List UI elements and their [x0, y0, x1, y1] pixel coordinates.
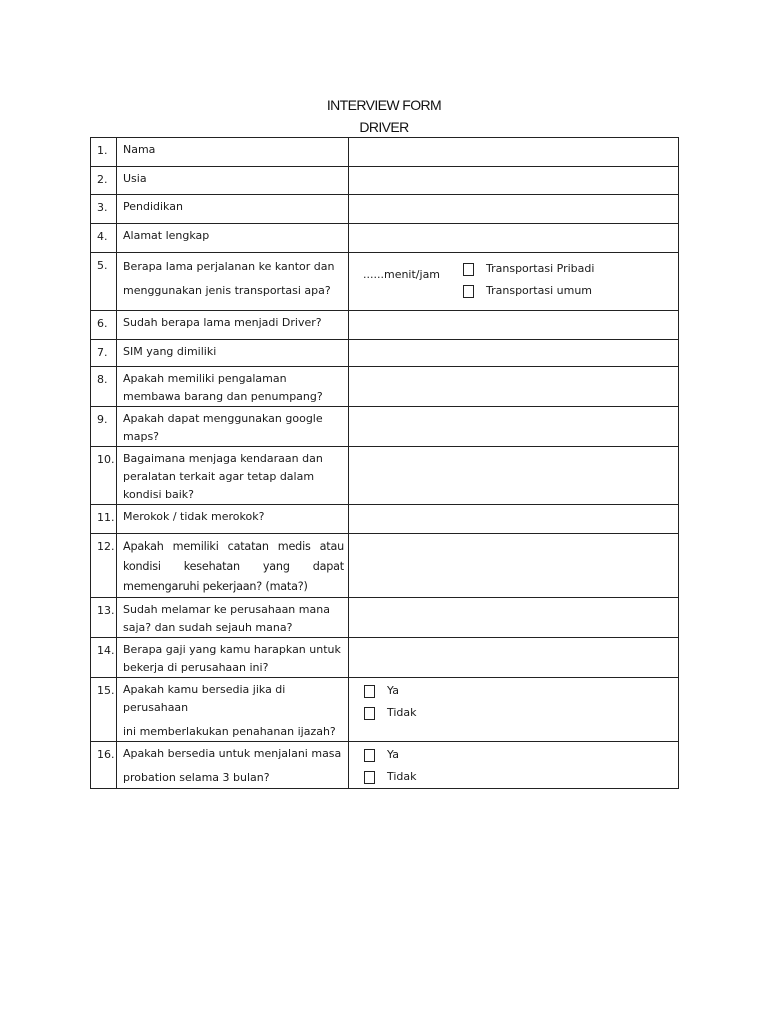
table-row [91, 638, 679, 678]
row-number: 16. [91, 742, 117, 789]
option-yes[interactable] [364, 744, 417, 766]
question-commute-line1: Berapa lama perjalanan ke kantor dan [123, 260, 335, 273]
question-applications: Sudah melamar ke perusahaan mana saja? dan sudah sejauh mana? [117, 598, 349, 638]
row-number: 12. [91, 534, 117, 598]
row-number: 13. [91, 598, 117, 638]
answer-applications-field[interactable] [349, 598, 679, 638]
question-age: Usia [117, 167, 349, 195]
answer-medical-field[interactable] [349, 534, 679, 598]
answer-driver-experience-field[interactable] [349, 311, 679, 340]
table-row [91, 195, 679, 224]
diploma-options [364, 680, 417, 724]
question-smoking: Merokok / tidak merokok? [117, 505, 349, 534]
checkbox[interactable] [463, 285, 474, 298]
row-number: 2. [91, 167, 117, 195]
question-probation-line1: Apakah bersedia untuk menjalani masa [123, 747, 342, 760]
row-number: 14. [91, 638, 117, 678]
question-vehicle-care: Bagaimana menjaga kendaraan dan peralatan terkait agar tetap dalam kondisi baik? [117, 447, 349, 505]
row-number: 4. [91, 224, 117, 253]
row-number: 9. [91, 407, 117, 447]
duration-field[interactable]: ......menit/jam [363, 268, 441, 281]
row-number: 11. [91, 505, 117, 534]
answer-smoking-field[interactable] [349, 505, 679, 534]
option-label: Ya [387, 748, 399, 761]
probation-options [364, 744, 417, 788]
table-row [91, 224, 679, 253]
table-row [91, 340, 679, 367]
answer-google-maps-field[interactable] [349, 407, 679, 447]
transport-options [463, 258, 594, 302]
row-number: 1. [91, 138, 117, 167]
question-google-maps: Apakah dapat menggunakan google maps? [117, 407, 349, 447]
question-commute [117, 253, 349, 311]
row-number: 15. [91, 678, 117, 742]
option-label: Transportasi Pribadi [486, 262, 595, 275]
question-diploma-line2: ini memberlakukan penahanan ijazah? [123, 725, 336, 738]
table-row [91, 742, 679, 789]
row-number: 5. [91, 253, 117, 311]
table-row [91, 367, 679, 407]
question-name: Nama [117, 138, 349, 167]
answer-vehicle-care-field[interactable] [349, 447, 679, 505]
question-probation [117, 742, 349, 789]
question-salary: Berapa gaji yang kamu harapkan untuk bekerja di perusahaan ini? [117, 638, 349, 678]
table-row [91, 253, 679, 311]
question-medical: Apakah memiliki catatan medis atau kondisi kesehatan yang dapat memengaruhi pekerjaan? (mata?) [117, 534, 349, 598]
question-commute-line2: menggunakan jenis transportasi apa? [123, 284, 331, 297]
checkbox[interactable] [364, 749, 375, 762]
row-number: 10. [91, 447, 117, 505]
question-driver-experience: Sudah berapa lama menjadi Driver? [117, 311, 349, 340]
table-row [91, 167, 679, 195]
table-row [91, 138, 679, 167]
answer-probation [349, 742, 679, 789]
table-row [91, 598, 679, 638]
interview-table [90, 137, 679, 789]
question-license: SIM yang dimiliki [117, 340, 349, 367]
row-number: 7. [91, 340, 117, 367]
table-row [91, 505, 679, 534]
option-no[interactable] [364, 766, 417, 788]
table-row [91, 407, 679, 447]
answer-salary-field[interactable] [349, 638, 679, 678]
answer-cargo-experience-field[interactable] [349, 367, 679, 407]
row-number: 8. [91, 367, 117, 407]
checkbox[interactable] [364, 685, 375, 698]
question-probation-line2: probation selama 3 bulan? [123, 771, 270, 784]
checkbox[interactable] [463, 263, 474, 276]
answer-address-field[interactable] [349, 224, 679, 253]
answer-education-field[interactable] [349, 195, 679, 224]
row-number: 6. [91, 311, 117, 340]
option-label: Transportasi umum [486, 284, 593, 297]
table-row [91, 311, 679, 340]
option-private-transport[interactable] [463, 258, 594, 280]
answer-commute [349, 253, 679, 311]
answer-age-field[interactable] [349, 167, 679, 195]
option-yes[interactable] [364, 680, 417, 702]
question-diploma-retention [117, 678, 349, 742]
checkbox[interactable] [364, 771, 375, 784]
question-cargo-experience: Apakah memiliki pengalaman membawa barang dan penumpang? [117, 367, 349, 407]
answer-diploma-retention [349, 678, 679, 742]
option-label: Ya [387, 684, 399, 697]
checkbox[interactable] [364, 707, 375, 720]
option-public-transport[interactable] [463, 280, 594, 302]
question-diploma-line1: Apakah kamu bersedia jika di perusahaan [123, 683, 286, 714]
option-no[interactable] [364, 702, 417, 724]
question-education: Pendidikan [117, 195, 349, 224]
option-label: Tidak [387, 706, 417, 719]
table-row [91, 678, 679, 742]
table-row [91, 534, 679, 598]
form-subtitle: DRIVER [359, 119, 409, 135]
option-label: Tidak [387, 770, 417, 783]
form-title: INTERVIEW FORM [326, 97, 442, 113]
row-number: 3. [91, 195, 117, 224]
answer-name-field[interactable] [349, 138, 679, 167]
table-row [91, 447, 679, 505]
question-address: Alamat lengkap [117, 224, 349, 253]
answer-license-field[interactable] [349, 340, 679, 367]
